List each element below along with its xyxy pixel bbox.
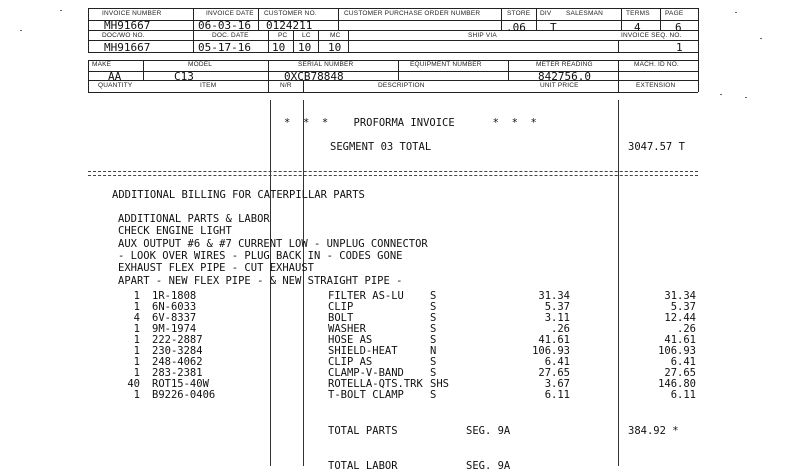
item-item: 6V-8337 bbox=[152, 312, 197, 324]
dashed-rule bbox=[88, 171, 698, 172]
rule bbox=[88, 60, 698, 61]
label-model: MODEL bbox=[188, 61, 213, 68]
item-unit: 3.11 bbox=[544, 312, 570, 324]
label-unit-price: UNIT PRICE bbox=[540, 82, 579, 89]
item-code: S bbox=[430, 301, 437, 313]
item-qty: 1 bbox=[133, 356, 140, 368]
item-item: B9226-0406 bbox=[152, 389, 216, 401]
item-desc: SHIELD-HEAT bbox=[328, 345, 398, 357]
item-desc: WASHER bbox=[328, 323, 366, 335]
label-invoice-seq: INVOICE SEQ. NO. bbox=[621, 32, 682, 39]
item-qty: 1 bbox=[133, 323, 140, 335]
total-parts-seg: SEG. 9A bbox=[466, 425, 511, 437]
label-invoice-date: INVOICE DATE bbox=[206, 10, 254, 17]
label-ship-via: SHIP VIA bbox=[468, 32, 497, 39]
item-unit: 5.37 bbox=[544, 301, 570, 313]
label-lc: LC bbox=[302, 32, 311, 39]
item-item: 230-3284 bbox=[152, 345, 203, 357]
item-desc: CLAMP-V-BAND bbox=[328, 367, 404, 379]
rule bbox=[88, 40, 698, 41]
value-invoice-number: MH91667 bbox=[104, 19, 151, 32]
total-labor-label: TOTAL LABOR bbox=[328, 460, 398, 472]
item-unit: 106.93 bbox=[532, 345, 570, 357]
item-unit: 31.34 bbox=[538, 290, 570, 302]
item-code: S bbox=[430, 389, 437, 401]
value-model: C13 bbox=[174, 70, 194, 83]
item-item: 248-4062 bbox=[152, 356, 203, 368]
proforma-title: * * * PROFORMA INVOICE * * * bbox=[284, 117, 537, 129]
item-qty: 4 bbox=[133, 312, 140, 324]
item-ext: 27.65 bbox=[664, 367, 696, 379]
label-nr: N/R bbox=[280, 82, 292, 89]
value-div: T bbox=[550, 21, 557, 34]
value-doc-no: MH91667 bbox=[104, 41, 151, 54]
rule bbox=[88, 30, 698, 31]
total-parts-value: 384.92 * bbox=[628, 425, 679, 437]
item-code: S bbox=[430, 312, 437, 324]
label-item: ITEM bbox=[200, 82, 217, 89]
label-salesman: SALESMAN bbox=[566, 10, 604, 17]
item-code: N bbox=[430, 345, 437, 357]
segment-label: SEGMENT 03 TOTAL bbox=[330, 141, 432, 153]
item-code: SHS bbox=[430, 378, 449, 390]
value-page: 6 bbox=[675, 21, 682, 34]
value-lc: 10 bbox=[298, 41, 312, 54]
scan-speck bbox=[20, 30, 22, 31]
rule bbox=[88, 92, 698, 93]
label-extension: EXTENSION bbox=[636, 82, 676, 89]
value-mc: 10 bbox=[328, 41, 342, 54]
note-line: EXHAUST FLEX PIPE - CUT EXHAUST bbox=[118, 262, 314, 275]
total-labor-seg: SEG. 9A bbox=[466, 460, 511, 472]
item-qty: 1 bbox=[133, 290, 140, 302]
item-code: S bbox=[430, 356, 437, 368]
label-doc-date: DOC. DATE bbox=[212, 32, 249, 39]
item-code: S bbox=[430, 323, 437, 335]
scan-speck bbox=[745, 97, 747, 98]
item-ext: 5.37 bbox=[670, 301, 696, 313]
label-page: PAGE bbox=[665, 10, 684, 17]
item-qty: 1 bbox=[133, 389, 140, 401]
rule bbox=[88, 52, 698, 53]
invoice-body bbox=[88, 100, 698, 472]
label-mach-id: MACH. ID NO. bbox=[634, 61, 680, 68]
item-item: 1R-1808 bbox=[152, 290, 197, 302]
total-parts-label: TOTAL PARTS bbox=[328, 425, 398, 437]
item-unit: 6.11 bbox=[544, 389, 570, 401]
label-customer-po: CUSTOMER PURCHASE ORDER NUMBER bbox=[344, 10, 481, 17]
value-terms: 4 bbox=[634, 21, 641, 34]
rule bbox=[88, 20, 698, 21]
item-qty: 1 bbox=[133, 367, 140, 379]
item-ext: 146.80 bbox=[658, 378, 696, 390]
item-item: ROT15-40W bbox=[152, 378, 209, 390]
item-item: 283-2381 bbox=[152, 367, 203, 379]
item-ext: 12.44 bbox=[664, 312, 696, 324]
item-ext: 106.93 bbox=[658, 345, 696, 357]
dashed-rule bbox=[88, 175, 698, 176]
value-pc: 10 bbox=[272, 41, 286, 54]
item-ext: .26 bbox=[677, 323, 696, 335]
item-desc: ROTELLA-QTS.TRK bbox=[328, 378, 423, 390]
label-div: DIV bbox=[540, 10, 552, 17]
label-description: DESCRIPTION bbox=[378, 82, 425, 89]
label-store: STORE bbox=[507, 10, 531, 17]
scan-speck bbox=[735, 12, 737, 13]
item-ext: 6.11 bbox=[670, 389, 696, 401]
value-invoice-date: 06-03-16 bbox=[198, 19, 251, 32]
label-doc-no: DOC/WO NO. bbox=[102, 32, 145, 39]
label-equipment: EQUIPMENT NUMBER bbox=[410, 61, 482, 68]
item-desc: HOSE AS bbox=[328, 334, 373, 346]
note-line: - LOOK OVER WIRES - PLUG BACK IN - CODES GONE bbox=[118, 249, 403, 262]
invoice-header bbox=[88, 8, 698, 93]
item-item: 222-2887 bbox=[152, 334, 203, 346]
scan-speck bbox=[760, 38, 762, 39]
item-qty: 1 bbox=[133, 334, 140, 346]
label-mc: MC bbox=[330, 32, 341, 39]
item-item: 9M-1974 bbox=[152, 323, 197, 335]
value-meter: 842756.0 bbox=[538, 70, 591, 83]
item-unit: 27.65 bbox=[538, 367, 570, 379]
value-make: AA bbox=[108, 70, 122, 83]
note-line: APART - NEW FLEX PIPE - & NEW STRAIGHT PIPE - bbox=[118, 274, 403, 287]
item-unit: 6.41 bbox=[544, 356, 570, 368]
label-customer-no: CUSTOMER NO. bbox=[264, 10, 317, 17]
item-qty: 1 bbox=[133, 301, 140, 313]
item-item: 6N-6033 bbox=[152, 301, 197, 313]
item-code: S bbox=[430, 290, 437, 302]
item-desc: T-BOLT CLAMP bbox=[328, 389, 404, 401]
label-quantity: QUANTITY bbox=[98, 82, 133, 89]
label-pc: PC bbox=[278, 32, 288, 39]
item-code: S bbox=[430, 367, 437, 379]
additional-billing-heading: ADDITIONAL BILLING FOR CATERPILLAR PARTS bbox=[112, 189, 365, 201]
item-ext: 6.41 bbox=[670, 356, 696, 368]
item-desc: CLIP bbox=[328, 301, 354, 313]
item-ext: 41.61 bbox=[664, 334, 696, 346]
item-unit: 3.67 bbox=[544, 378, 570, 390]
label-make: MAKE bbox=[92, 61, 112, 68]
item-qty: 40 bbox=[127, 378, 140, 390]
value-serial: 0XCB78848 bbox=[284, 70, 344, 83]
scan-speck bbox=[720, 94, 722, 95]
item-code: S bbox=[430, 334, 437, 346]
note-line: AUX OUTPUT #6 & #7 CURRENT LOW - UNPLUG CONNECTOR bbox=[118, 237, 428, 250]
label-terms: TERMS bbox=[626, 10, 650, 17]
value-invoice-seq: 1 bbox=[676, 41, 683, 54]
item-unit: 41.61 bbox=[538, 334, 570, 346]
value-doc-date: 05-17-16 bbox=[198, 41, 251, 54]
label-invoice-number: INVOICE NUMBER bbox=[102, 10, 162, 17]
segment-total: 3047.57 T bbox=[628, 141, 685, 153]
value-customer-no: 0124211 bbox=[266, 19, 313, 32]
item-desc: FILTER AS-LU bbox=[328, 290, 404, 302]
label-meter: METER READING bbox=[536, 61, 593, 68]
note-line: CHECK ENGINE LIGHT bbox=[118, 225, 232, 238]
label-serial: SERIAL NUMBER bbox=[298, 61, 354, 68]
item-unit: .26 bbox=[551, 323, 570, 335]
value-store: .06 bbox=[506, 21, 526, 34]
item-desc: CLIP AS bbox=[328, 356, 373, 368]
note-line: ADDITIONAL PARTS & LABOR bbox=[118, 213, 270, 225]
item-ext: 31.34 bbox=[664, 290, 696, 302]
item-desc: BOLT bbox=[328, 312, 354, 324]
scan-speck bbox=[60, 10, 62, 11]
rule bbox=[88, 8, 698, 9]
column-divider bbox=[618, 100, 619, 466]
item-qty: 1 bbox=[133, 345, 140, 357]
